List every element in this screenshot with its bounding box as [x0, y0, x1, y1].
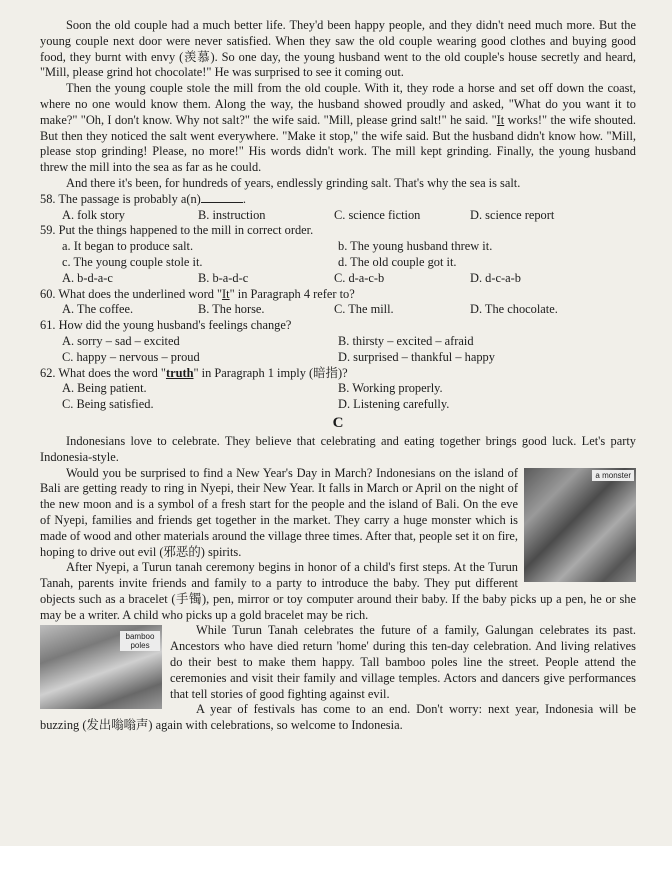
section-c-heading: C — [332, 414, 344, 431]
event-a: a. It began to produce salt. — [62, 239, 194, 254]
question-60-text-2: " in Paragraph 4 refer to? — [229, 286, 355, 301]
question-61 — [40, 318, 636, 365]
option-c[interactable]: C. The mill. — [334, 302, 394, 317]
question-62-stem — [40, 366, 636, 382]
event-c: c. The young couple stole it. — [62, 254, 203, 269]
section-c-paragraph-5: A year of festivals has come to an end. Don't worry: next year, Indonesia will be buzzing (发出嗡嗡声) again with celebrations, so welcome to Indonesia. — [40, 702, 636, 733]
paragraph-4-part-2: works!" the wife shouted. But then they noticed the salt went everywhere. "Make it stop," the wife said. But the husband didn't know how. "Mill, please stop grinding! Please, no more!" His words didn't work. The mill kept grinding. Finally, the young husband threw the mill into the sea as far as he could. — [40, 112, 636, 175]
option-d[interactable]: D. surprised – thankful – happy — [338, 349, 495, 364]
bamboo-photo-label: bamboo poles — [120, 631, 160, 651]
option-c[interactable]: C. Being satisfied. — [62, 397, 154, 412]
question-61-options — [62, 334, 636, 366]
option-d[interactable]: D. The chocolate. — [470, 302, 558, 317]
option-b[interactable]: B. instruction — [198, 207, 266, 222]
section-c-paragraph-1: Indonesians love to celebrate. They believe that celebrating and eating together brings good luck. Let's party Indonesia-style. — [40, 433, 636, 464]
underlined-word-it: It — [496, 112, 505, 127]
question-58-options — [62, 208, 636, 224]
section-c-paragraph-3: After Nyepi, a Turun tanah ceremony begins in honor of a child's first steps. At the Turun Tanah, parents invite friends and family to a party to introduce the baby. They put different objects such as a bracelet (手镯), pen, mirror or toy computer around their baby. If the baby picks up a pen, he or she may be a writer. A child who picks up a gold bracelet may be rich. — [40, 560, 636, 622]
question-60 — [40, 287, 636, 319]
event-d: d. The old couple got it. — [338, 254, 457, 269]
question-60-stem — [40, 287, 636, 303]
question-58 — [40, 192, 636, 224]
question-62-options — [62, 381, 636, 413]
option-a[interactable]: A. Being patient. — [62, 381, 147, 396]
question-58-text: 58. The passage is probably a(n) — [40, 191, 201, 206]
bamboo-poles-photo — [40, 625, 162, 709]
option-c[interactable]: C. d-a-c-b — [334, 270, 385, 285]
question-60-keyword: It — [222, 286, 230, 301]
question-60-options — [62, 302, 636, 318]
section-c-paragraph-4: While Turun Tanah celebrates the future of a family, Galungan celebrates its past. Ancestors who have died return 'home' during this ten-day celebration. And living relatives do their best to make them happy. Tall bamboo poles line the street. People attend the ceremonies and visit their family and village temples. Actors and dancers give performances that tell stories of good fighting against evil. — [170, 623, 636, 701]
question-59-options — [62, 271, 636, 287]
question-61-stem: 61. How did the young husband's feelings change? — [40, 318, 292, 333]
exam-page — [40, 18, 636, 734]
question-59 — [40, 223, 636, 286]
answer-blank[interactable] — [201, 192, 243, 203]
event-b: b. The young husband threw it. — [338, 239, 493, 254]
option-a[interactable]: A. The coffee. — [62, 302, 134, 317]
passage-b-paragraph-4 — [40, 81, 636, 176]
question-62 — [40, 366, 636, 413]
option-a[interactable]: A. folk story — [62, 207, 125, 222]
option-a[interactable]: A. b-d-a-c — [62, 270, 113, 285]
option-d[interactable]: D. science report — [470, 207, 555, 222]
option-b[interactable]: B. Working properly. — [338, 381, 443, 396]
question-60-text-1: 60. What does the underlined word " — [40, 286, 223, 301]
option-d[interactable]: D. Listening carefully. — [338, 397, 450, 412]
passage-b-paragraph-3: Soon the old couple had a much better life. They'd been happy people, and they didn't need much more. But the young couple next door were never satisfied. When they saw the old couple wearing good clothes and buying good food, they burnt with envy (羡慕). So one day, the young husband went to the old couple's house secretly and heard, "Mill, please grind hot chocolate!" He was surprised to see it coming out. — [40, 18, 636, 80]
option-b[interactable]: B. thirsty – excited – afraid — [338, 333, 474, 348]
option-a[interactable]: A. sorry – sad – excited — [62, 333, 180, 348]
question-62-keyword: truth — [165, 365, 194, 380]
option-b[interactable]: B. b-a-d-c — [198, 270, 249, 285]
question-59-stem: 59. Put the things happened to the mill in correct order. — [40, 223, 314, 238]
question-58-end: . — [242, 191, 246, 206]
monster-photo-label: a monster — [592, 470, 634, 481]
question-59-events — [62, 239, 636, 271]
question-62-text-1: 62. What does the word " — [40, 365, 166, 380]
option-c[interactable]: C. science fiction — [334, 207, 421, 222]
monster-photo — [524, 468, 636, 582]
option-b[interactable]: B. The horse. — [198, 302, 265, 317]
option-c[interactable]: C. happy – nervous – proud — [62, 349, 200, 364]
page-footer — [0, 846, 672, 887]
section-c-paragraph-2: Would you be surprised to find a New Year's Day in March? Indonesians on the island of Bali are getting ready to ring in Nyepi, their New Year. It falls in March or April on the night of the new moon and is a symbol of a fresh start for the people and the island of Bali. On the eve of Nyepi, families and friends get together in the market. They carry a huge monster which is made of wood and other materials around the village three times. After that, people set it on fire, hoping to drive out evil (邪恶的) spirits. — [40, 465, 518, 559]
passage-b-paragraph-5: And there it's been, for hundreds of years, endlessly grinding salt. That's why the sea is salt. — [66, 175, 521, 190]
question-62-text-2: " in Paragraph 1 imply (暗指)? — [193, 365, 348, 380]
option-d[interactable]: D. d-c-a-b — [470, 270, 521, 285]
paragraph-4-part-1: Then the young couple stole the mill from the old couple. With it, they rode a horse and set off down the coast, where no one would know them. Along the way, the husband showed proudly and asked, "What do you want it to make?" "Oh, I don't know. Why not salt?" the wife said. "Mill, please grind salt!" he said. " — [40, 81, 636, 127]
question-58-stem — [40, 192, 636, 208]
